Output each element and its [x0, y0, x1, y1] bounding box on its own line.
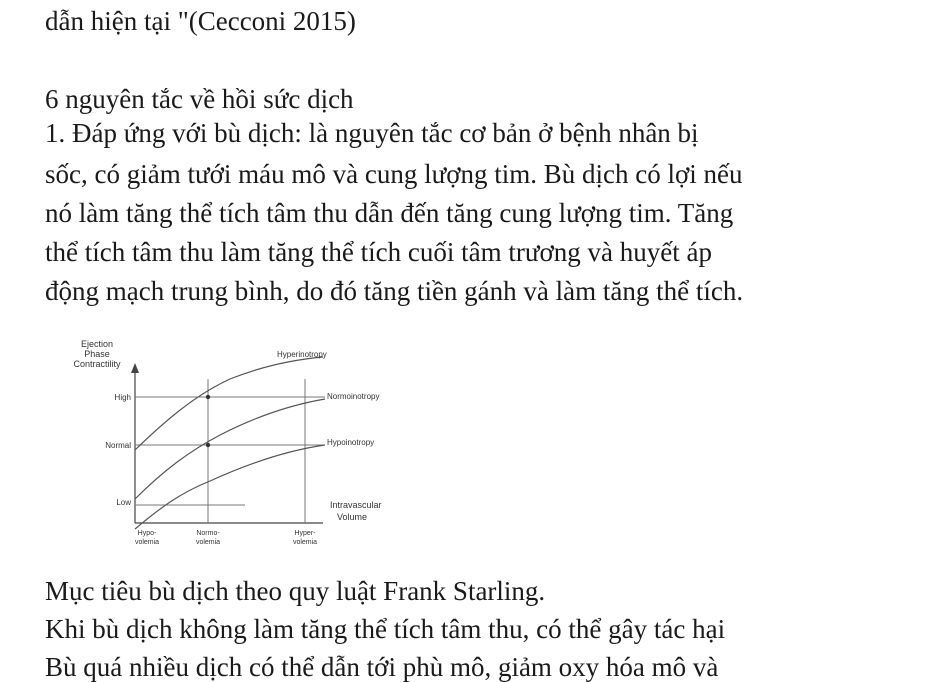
- section-heading: 6 nguyên tắc về hồi sức dịch: [45, 84, 354, 114]
- x-axis-title-1: Intravascular: [330, 500, 382, 510]
- label-normoinotropy: Normoinotropy: [327, 392, 380, 401]
- x-tick-hypo-1: Hypo-: [137, 530, 157, 537]
- text-line: nó làm tăng thể tích tâm thu dẫn đến tăng cung lượng tim. Tăng: [45, 198, 734, 228]
- y-axis-arrow: [131, 363, 139, 373]
- label-hypoinotropy: Hypoinotropy: [327, 438, 375, 447]
- curve-hyperinotropy: [135, 357, 323, 450]
- label-hyperinotropy: Hyperinotropy: [277, 350, 327, 359]
- text-line: 1. Đáp ứng với bù dịch: là nguyên tắc cơ bản ở bệnh nhân bị: [45, 118, 699, 148]
- frank-starling-figure: [55, 333, 415, 558]
- text-line: Mục tiêu bù dịch theo quy luật Frank Starling.: [45, 576, 546, 606]
- curve-hypoinotropy: [135, 445, 325, 529]
- y-axis-title-2: Phase: [84, 349, 110, 359]
- dot-normal: [206, 443, 210, 447]
- y-axis-title-3: Contractility: [73, 359, 121, 369]
- x-tick-hyper-2: volemia: [292, 539, 318, 546]
- x-tick-normo-2: volemia: [195, 539, 221, 546]
- y-tick-low: Low: [116, 498, 131, 507]
- x-tick-hyper-1: Hyper-: [294, 530, 316, 537]
- text-line: dẫn hiện tại "(Cecconi 2015): [45, 6, 356, 36]
- text-line: sốc, có giảm tưới máu mô và cung lượng tim. Bù dịch có lợi nếu: [45, 159, 743, 189]
- curve-normoinotropy: [135, 399, 325, 499]
- x-tick-hypo-2: volemia: [134, 539, 160, 546]
- x-tick-normo-1: Normo-: [196, 530, 220, 537]
- y-tick-normal: Normal: [105, 441, 131, 450]
- text-line: Khi bù dịch không làm tăng thể tích tâm thu, có thể gây tác hại: [45, 614, 726, 644]
- y-tick-high: High: [114, 393, 131, 402]
- text-line: thể tích tâm thu làm tăng thể tích cuối tâm trương và huyết áp: [45, 237, 712, 267]
- text-line: động mạch trung bình, do đó tăng tiền gánh và làm tăng thể tích.: [45, 276, 744, 306]
- text-line: Bù quá nhiều dịch có thể dẫn tới phù mô, giảm oxy hóa mô và: [45, 652, 719, 682]
- dot-high: [206, 395, 210, 399]
- y-axis-title-1: Ejection: [80, 339, 114, 349]
- x-axis-title-2: Volume: [337, 512, 368, 522]
